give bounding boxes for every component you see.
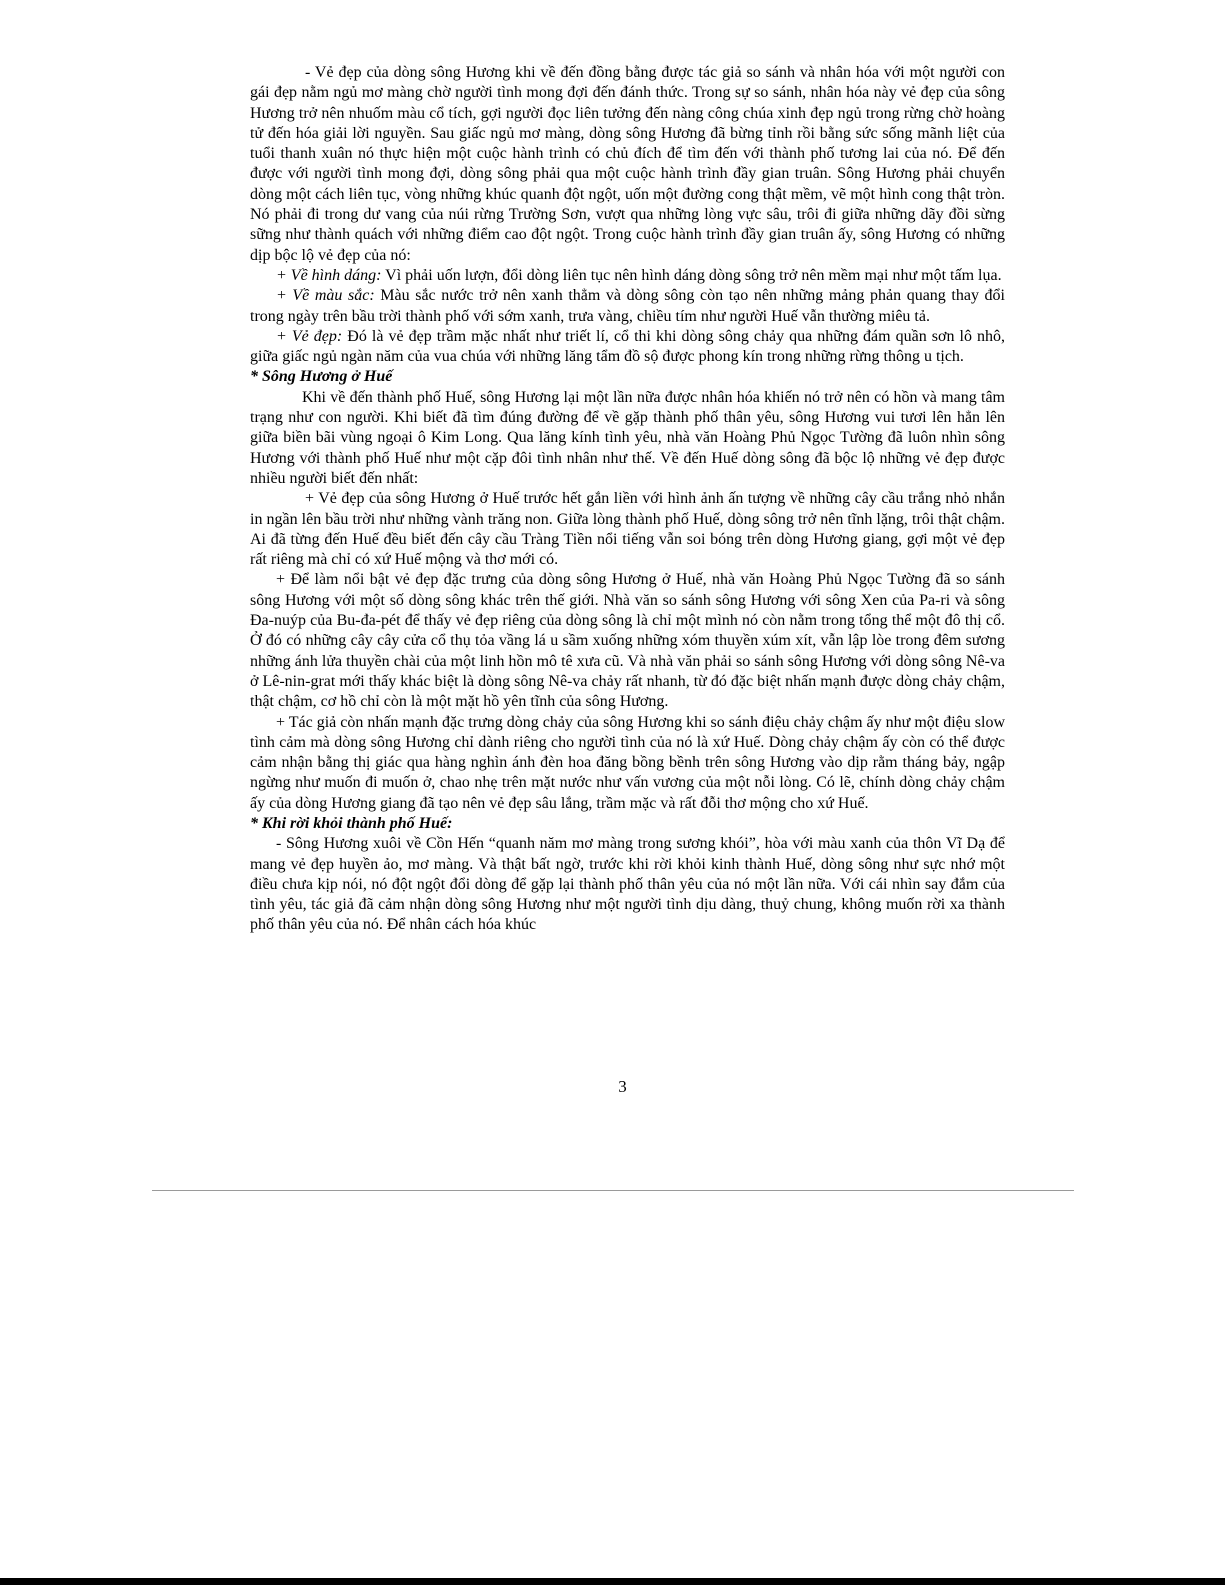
color-label: + Về màu sắc: <box>276 287 375 305</box>
paragraph-river-plain <box>250 63 1005 266</box>
paragraph-text: Vì phải uốn lượn, đổi dòng liên tục nên hình dáng dòng sông trở nên mềm mại như một tấm lụa. <box>381 266 1002 284</box>
section-heading-hue: * Sông Hương ở Huế <box>250 368 393 386</box>
document-body <box>250 63 1005 936</box>
section-heading-leaving: * Khi rời khỏi thành phố Huế: <box>250 814 453 832</box>
paragraph-shape <box>250 266 1005 286</box>
paragraph-bridges <box>250 489 1005 570</box>
beauty-label: + Vẻ đẹp: <box>276 327 343 345</box>
paragraph-text: - Sông Hương xuôi về Cồn Hến “quanh năm mơ màng trong sương khói”, hòa với màu xanh của thôn Vĩ Dạ để mang vẻ đẹp huyền ảo, mơ màng. Và thật bất ngờ, trước khi rời khỏi kinh thành Huế, dòng sông như sực nhớ một điều chưa kịp nói, nó đột ngột đổi dòng để gặp lại thành phố thân yêu của nó một lần nữa. Với cái nhìn say đắm của tình yêu, tác giả đã cảm nhận dòng sông Hương như một người tình dịu dàng, thuỷ chung, không muốn rời xa thành phố thân yêu của nó. Để nhân cách hóa khúc <box>250 835 1005 934</box>
paragraph-hue-intro <box>250 388 1005 489</box>
paragraph-text: Đó là vẻ đẹp trầm mặc nhất như triết lí, cổ thi khi dòng sông chảy qua những đám quần sơn lô nhô, giữa giấc ngủ ngàn năm của vua chúa với những lăng tẩm đồ sộ được phong kín trong những rừng thông u tịch. <box>250 327 1005 366</box>
paragraph-text: Khi về đến thành phố Huế, sông Hương lại một lần nữa được nhân hóa khiến nó trở nên có hồn và mang tâm trạng như con người. Khi biết đã tìm đúng đường để về gặp thành phố thân yêu, sông Hương vui tươi lên hẳn lên giữa biền bãi vùng ngoại ô Kim Long. Qua lăng kính tình yêu, nhà văn Hoàng Phủ Ngọc Tường đã luôn nhìn sông Hương với thành phố Huế như một cặp đôi tình nhân như thế. Về đến Huế dòng sông đã bộc lộ những vẻ đẹp được nhiều người biết đến nhất: <box>250 388 1005 487</box>
paragraph-text: + Vẻ đẹp của sông Hương ở Huế trước hết gắn liền với hình ảnh ấn tượng về những cây cầu trắng nhỏ nhắn in ngần lên bầu trời như những vành trăng non. Giữa lòng thành phố Huế, dòng sông trở nên tĩnh lặng, trôi thật chậm. Ai đã từng đến Huế đều biết đến cây cầu Tràng Tiền nổi tiếng vẫn soi bóng trên dòng Hương giang, gợi một vẻ đẹp rất riêng mà chỉ có xứ Huế mộng và thơ mới có. <box>250 490 1005 569</box>
page-number: 3 <box>618 1077 627 1096</box>
paragraph-text: Màu sắc nước trở nên xanh thẳm và dòng sông còn tạo nên những mảng phản quang thay đổi trong ngày trên bầu trời thành phố với sớm xanh, trưa vàng, chiều tím như người Huế vẫn thường miêu tả. <box>250 287 1005 325</box>
paragraph-slow-flow <box>250 713 1005 814</box>
paragraph-comparison <box>250 570 1005 712</box>
paragraph-color <box>250 286 1005 327</box>
paragraph-text: - Vẻ đẹp của dòng sông Hương khi về đến đồng bằng được tác giả so sánh và nhân hóa với một người con gái đẹp nằm ngủ mơ màng chờ người tình mong đợi đến đánh thức. Trong sự so sánh, nhân hóa này vẻ đẹp của sông Hương trở nên nhuốm màu cổ tích, gợi người đọc liên tưởng đến nàng công chúa xinh đẹp ngủ trong rừng chờ hoàng tử đến hóa giải lời nguyền. Sau giấc ngủ mơ màng, dòng sông Hương đã bừng tỉnh rồi bằng sức sống mãnh liệt của tuổi thanh xuân nó thực hiện một cuộc hành trình có chủ đích để tìm đến với thành phố tương lai của nó. Để đến được với người tình mong đợi, dòng sông phải qua một cuộc hành trình đầy gian truân. Sông Hương phải chuyển dòng một cách liên tục, vòng những khúc quanh đột ngột, uốn một đường cong thật mềm, vẽ một hình cong thật tròn. Nó phải đi trong dư vang của núi rừng Trường Sơn, vượt qua những lòng vực sâu, trôi đi giữa những dãy đồi sừng sững như thành quách với những điểm cao đột ngột. Trong cuộc hành trình đầy gian truân ấy, sông Hương có những dịp bộc lộ vẻ đẹp của nó: <box>250 64 1005 264</box>
paragraph-con-hen <box>250 834 1005 935</box>
paragraph-text: + Tác giả còn nhấn mạnh đặc trưng dòng chảy của sông Hương khi so sánh điệu chảy chậm ấy như một điệu slow tình cảm mà dòng sông Hương chỉ dành riêng cho người tình của nó là xứ Huế. Dòng chảy chậm ấy còn có thể được cảm nhận bằng thị giác qua hàng nghìn ánh đèn hoa đăng bồng bềnh trên sông Hương vào dịp rằm tháng bảy, ngập ngừng như muốn đi muốn ở, chao nhẹ trên mặt nước như vấn vương của một nỗi lòng. Có lẽ, chính dòng chảy chậm ấy của dòng Hương giang đã tạo nên vẻ đẹp sâu lắng, trầm mặc và rất đỗi thơ mộng cho xứ Huế. <box>250 713 1005 812</box>
next-page-edge <box>0 1578 1225 1585</box>
shape-label: + Về hình dáng: <box>276 266 382 284</box>
paragraph-text: + Để làm nổi bật vẻ đẹp đặc trưng của dòng sông Hương ở Huế, nhà văn Hoàng Phủ Ngọc Tường đã so sánh sông Hương với một số dòng sông khác trên thế giới. Nhà văn so sánh sông Hương với sông Xen của Pa-ri và sông Đa-nuýp của Bu-đa-pét để thấy vẻ đẹp riêng của dòng sông là chỉ một mình nó còn nằm trong tổng thể một đô thị cổ. Ở đó có những cây cây cửa cổ thụ tỏa vầng lá u sầm xuống những xóm thuyền xúm xít, vẫn lập lòe trong đêm sương những ánh lửa thuyền chài của một linh hồn mô tê xưa cũ. Và nhà văn phải so sánh sông Hương với dòng sông Nê-va ở Lê-nin-grat mới thấy khác biệt là dòng sông Nê-va chảy rất nhanh, từ đó đặc biệt nhấn mạnh được dòng chảy chậm, thật chậm, cơ hồ chỉ còn là một mặt hồ yên tĩnh của sông Hương. <box>250 571 1005 711</box>
page-divider <box>152 1190 1074 1191</box>
paragraph-beauty <box>250 327 1005 368</box>
